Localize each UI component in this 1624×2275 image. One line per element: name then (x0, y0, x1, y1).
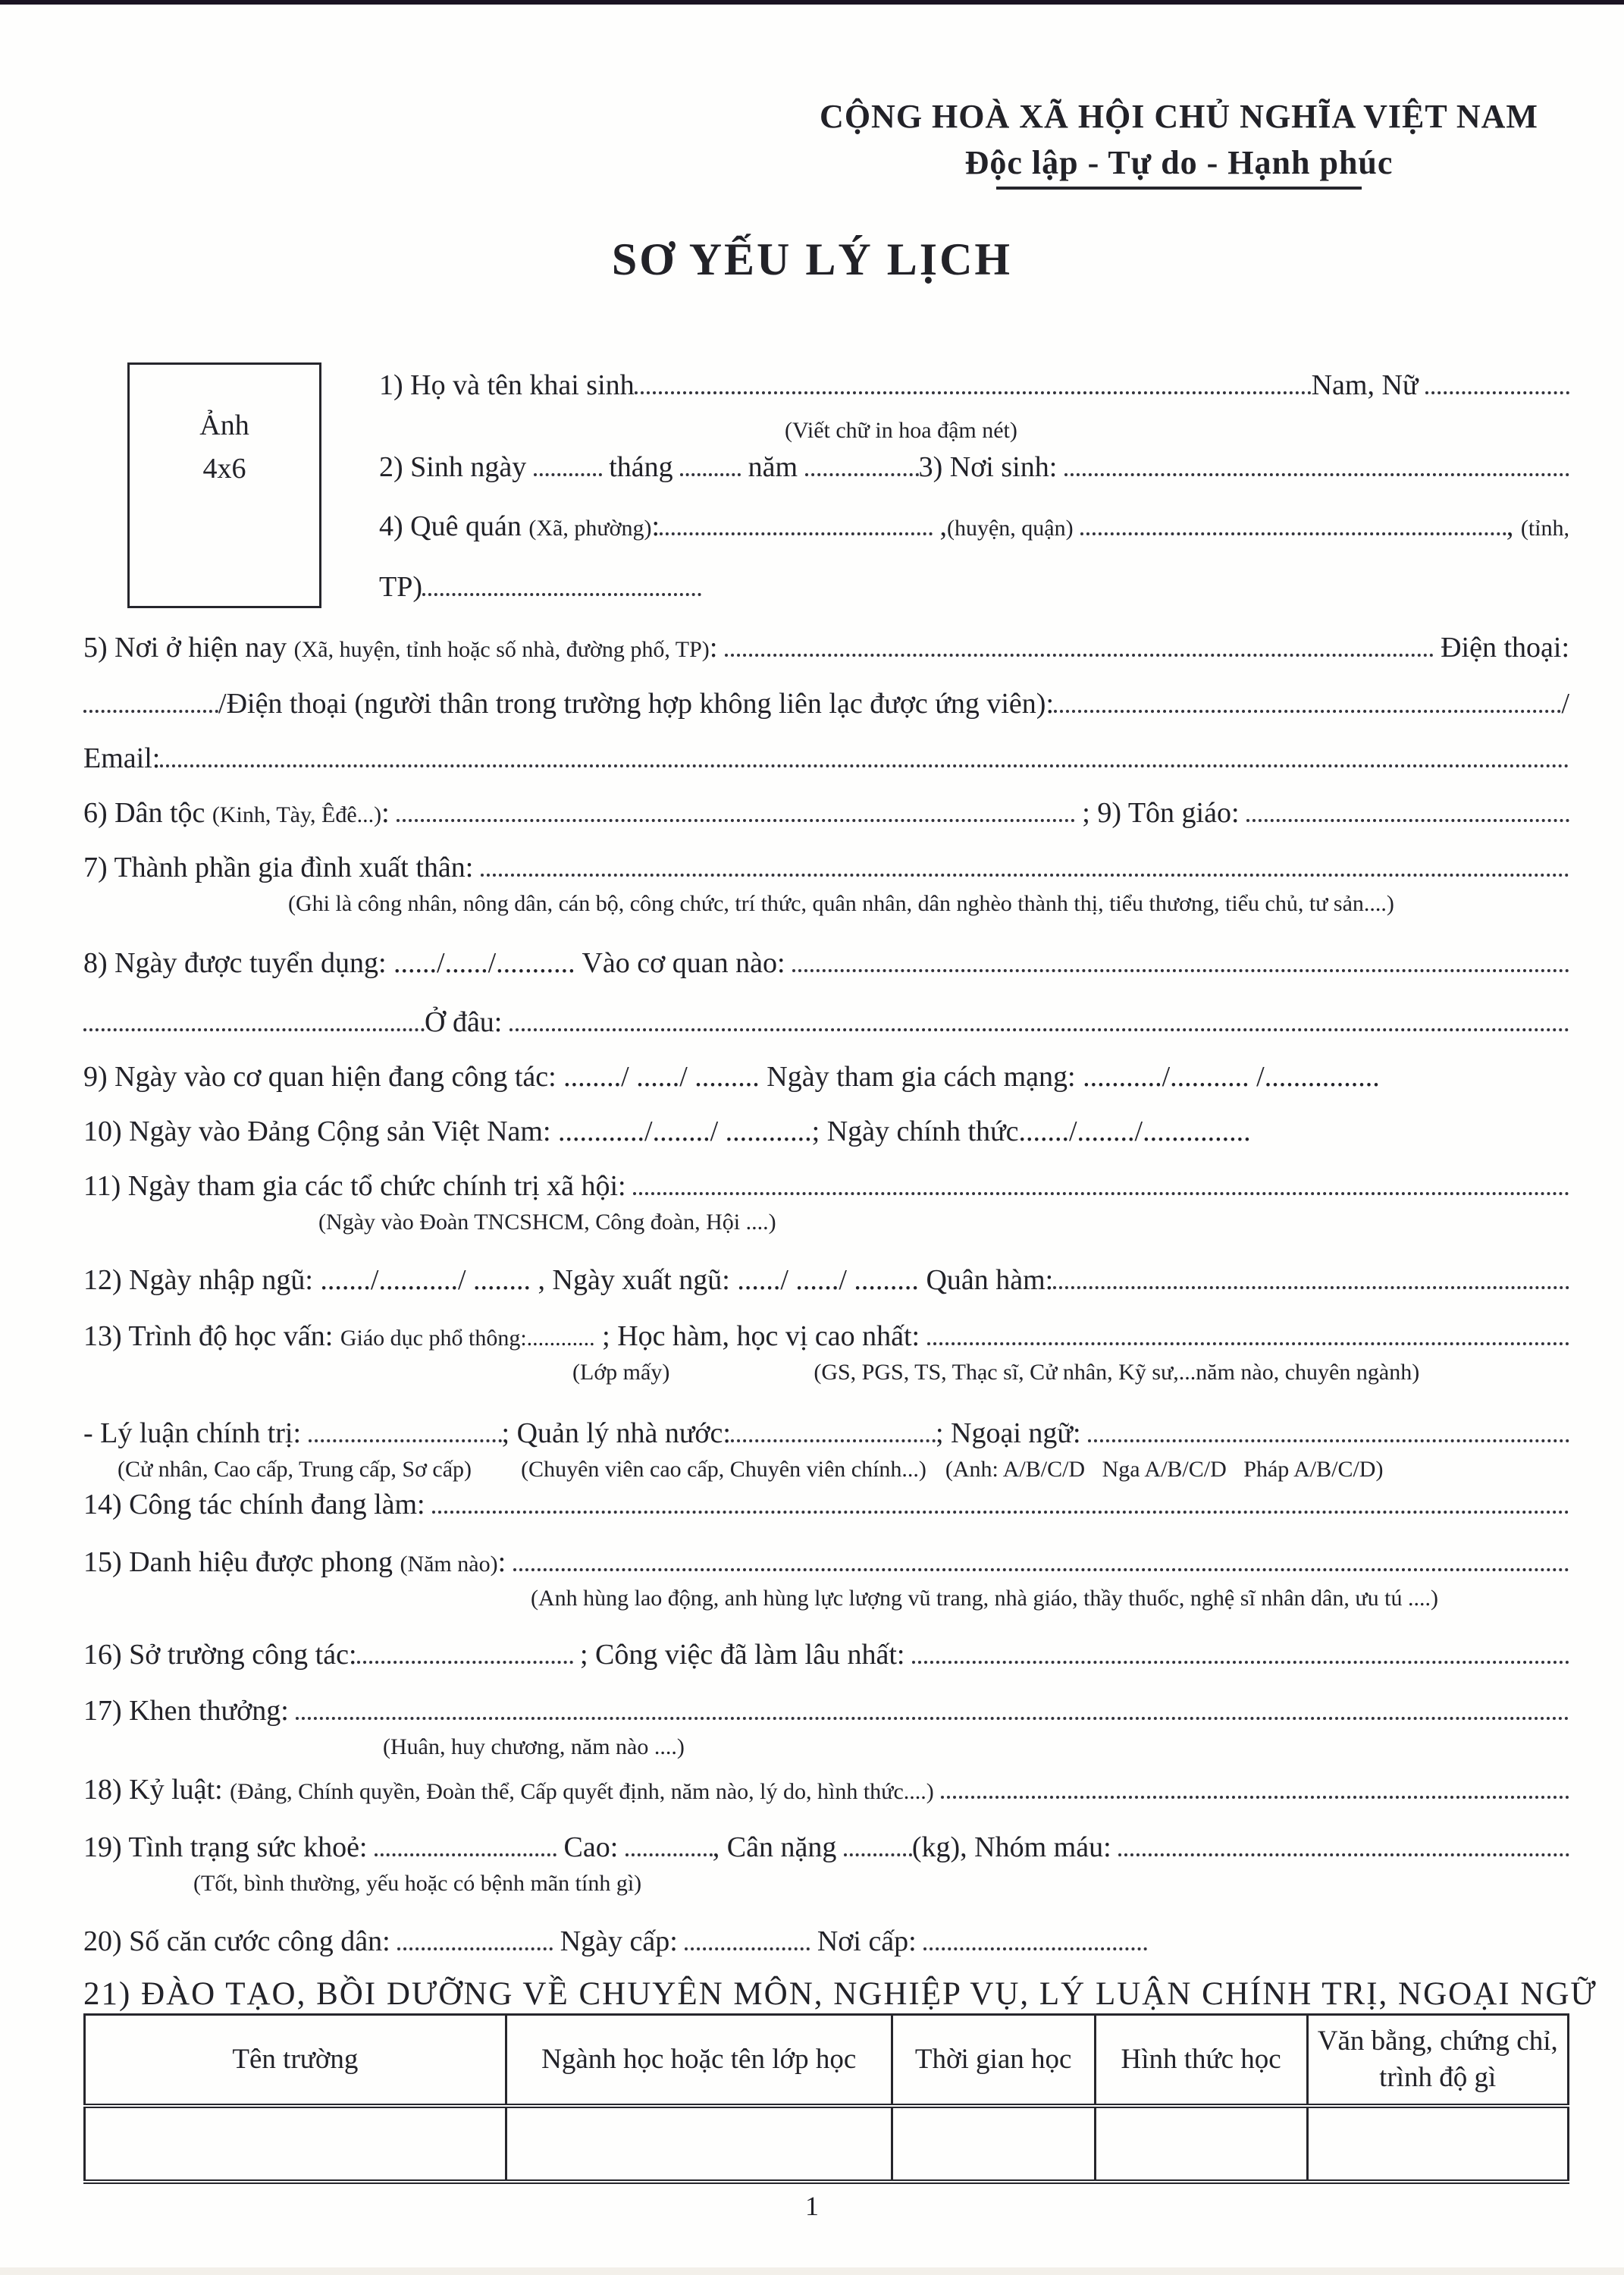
form-label: Giáo dục phổ thông:............ (340, 1326, 595, 1351)
field-19-note (193, 1870, 641, 1897)
form-label: , (1506, 510, 1521, 542)
form-label: (Lớp mấy) (572, 1360, 670, 1385)
form-label: ......./.........../ ........ (320, 1264, 531, 1296)
form-label: , Ngày xuất ngũ: (531, 1264, 738, 1296)
field-10 (83, 1115, 1251, 1150)
form-label: 2) Sinh ngày (379, 451, 534, 483)
form-label: Nơi cấp: (810, 1925, 924, 1957)
form-label: (huyện, quận) (947, 516, 1074, 541)
form-label: (Đảng, Chính quyền, Đoàn thể, Cấp quyết định, năm nào, lý do, hình thức....) (230, 1779, 934, 1804)
form-label: Điện thoại: (1433, 632, 1569, 664)
col-header-major-or-class: Ngành học hoặc tên lớp học (506, 2015, 892, 2107)
form-label: 21) ĐÀO TẠO, BỒI DƯỠNG VỀ CHUYÊN MÔN, NGHIỆP VỤ, LÝ LUẬN CHÍNH TRỊ, NGOẠI NGỮ (83, 1976, 1597, 2012)
education-table (83, 2013, 1569, 2184)
form-label: 17) Khen thưởng: (83, 1695, 296, 1727)
form-label: Email: (83, 742, 161, 774)
field-5b (83, 687, 1569, 722)
dotted-leader (422, 591, 701, 596)
field-4 (379, 510, 1569, 544)
field-7-note (288, 890, 1394, 918)
field-11 (83, 1169, 1569, 1204)
photo-placeholder-box (127, 362, 321, 608)
form-label: (Cử nhân, Cao cấp, Trung cấp, Sơ cấp) (118, 1457, 472, 1482)
dotted-leader (432, 1508, 1569, 1514)
field-1-note (785, 417, 1017, 444)
field-6 (83, 796, 1569, 831)
field-13-note (572, 1359, 1419, 1386)
dotted-leader (513, 1566, 1569, 1571)
col-header-study-form: Hình thức học (1095, 2015, 1307, 2107)
form-label: 1) Họ và tên khai sinh (379, 369, 635, 401)
form-label: 15) Danh hiệu được phong (83, 1546, 400, 1578)
form-label: (Anh hùng lao động, anh hùng lực lượng vũ trang, nhà giáo, thầy thuốc, nghệ sĩ nhân dân, ưu tú ....) (531, 1586, 1438, 1611)
national-motto-line1: CỘNG HOÀ XÃ HỘI CHỦ NGHĨA VIỆT NAM (820, 98, 1538, 135)
form-label: 18) Kỷ luật: (83, 1774, 230, 1806)
form-label (1074, 510, 1081, 544)
dotted-leader (635, 389, 1312, 394)
form-label: (Anh: A/B/C/D Nga A/B/C/D Pháp A/B/C/D) (945, 1457, 1384, 1482)
form-label: .........../........... /................ (1083, 1061, 1380, 1093)
form-label: ....../....../........... (393, 947, 575, 979)
form-label: (Năm nào) (400, 1552, 498, 1577)
field-11-note (318, 1209, 776, 1236)
empty-cell (1307, 2106, 1568, 2182)
field-14 (83, 1488, 1569, 1523)
field-8 (83, 946, 1569, 981)
form-label: ; 9) Tôn giáo: (1074, 797, 1247, 829)
field-15 (83, 1545, 1569, 1580)
form-label: , Cân nặng (712, 1831, 844, 1863)
form-label: 8) Ngày được tuyển dụng: (83, 947, 394, 979)
form-label: 13) Trình độ học vấn: (83, 1320, 340, 1352)
field-19 (83, 1831, 1569, 1866)
dotted-leader (685, 1945, 810, 1950)
dotted-leader (309, 1437, 502, 1442)
scan-edge-artifact-bottom (0, 2267, 1624, 2275)
form-label: ....../ ....../ ......... (737, 1264, 919, 1296)
form-label: 7) Thành phần gia đình xuất thân: (83, 852, 481, 883)
form-label: / (218, 688, 227, 720)
dotted-leader (680, 471, 741, 476)
dotted-leader (1425, 389, 1569, 394)
dotted-leader (83, 1026, 425, 1031)
field-12 (83, 1263, 1569, 1298)
national-motto-line2: Độc lập - Tự do - Hạnh phúc (964, 144, 1394, 181)
form-label: (Tốt, bình thường, yếu hoặc có bệnh mãn tính gì) (193, 1871, 642, 1896)
page-number: 1 (805, 2191, 819, 2221)
field-15-note (531, 1585, 1438, 1612)
form-label: 9) Ngày vào cơ quan hiện đang công tác: (83, 1061, 564, 1093)
form-label: : (381, 797, 397, 829)
dotted-leader (1118, 1851, 1569, 1856)
form-label: Ở đâu: (425, 1006, 509, 1038)
form-label: (Xã, phường) (528, 516, 652, 541)
col-header-study-period: Thời gian học (892, 2015, 1095, 2107)
form-label: 12) Ngày nhập ngũ: (83, 1264, 321, 1296)
dotted-leader (1064, 471, 1569, 476)
form-label: 10) Ngày vào Đảng Cộng sản Việt Nam: (83, 1116, 559, 1147)
dotted-leader (481, 871, 1569, 877)
dotted-leader (633, 1190, 1569, 1195)
form-label: 19) Tình trạng sức khoẻ: (83, 1831, 375, 1863)
form-label: 16) Sở trường công tác: (83, 1639, 357, 1671)
dotted-leader (1054, 708, 1561, 713)
field-email (83, 742, 1569, 777)
dotted-leader (83, 708, 218, 713)
form-label: tháng (601, 451, 681, 483)
dotted-leader (660, 530, 933, 535)
dotted-leader (160, 762, 1569, 767)
page-title: SƠ YẾU LÝ LỊCH (611, 234, 1013, 284)
dotted-leader (296, 1715, 1569, 1720)
form-label: (Huân, huy chương, năm nào ....) (383, 1734, 685, 1759)
form-label: (tỉnh, (1520, 516, 1569, 541)
motto-underline (996, 187, 1362, 190)
form-label: Cao: (556, 1831, 625, 1863)
dotted-leader (1080, 530, 1506, 535)
form-label: : (651, 510, 660, 542)
field-13b-note (118, 1456, 1383, 1483)
form-label: (Viết chữ in hoa đậm nét) (785, 418, 1017, 443)
form-label: (Kinh, Tày, Êđê...) (212, 802, 382, 827)
dotted-leader (1053, 1284, 1569, 1289)
form-label: TP) (379, 571, 422, 603)
form-label: ; Ngày chính thức (811, 1116, 1019, 1147)
dotted-leader (397, 1945, 553, 1950)
dotted-leader (725, 651, 1434, 657)
dotted-leader (844, 1851, 912, 1856)
scan-edge-artifact-top (0, 0, 1624, 5)
field-20 (83, 1925, 1147, 1960)
field-2 (379, 450, 1569, 485)
empty-cell (1095, 2106, 1307, 2182)
col-header-school-name: Tên trường (85, 2015, 506, 2107)
dotted-leader (1088, 1437, 1569, 1442)
form-label: (GS, PGS, TS, Thạc sĩ, Cử nhân, Kỹ sư,...năm nào, chuyên ngành) (814, 1360, 1420, 1385)
empty-cell (506, 2106, 892, 2182)
field-18 (83, 1773, 1569, 1808)
form-label: ; Quản lý nhà nước: (501, 1417, 731, 1449)
form-label: 6) Dân tộc (83, 797, 212, 829)
form-label: - Lý luận chính trị: (83, 1417, 309, 1449)
field-1 (379, 369, 1569, 403)
form-label: : (497, 1546, 513, 1578)
form-label (934, 1773, 942, 1808)
field-5 (83, 631, 1569, 666)
form-label: (Ngày vào Đoàn TNCSHCM, Công đoàn, Hội ....) (318, 1210, 776, 1235)
form-label: ; Học hàm, học vị cao nhất: (594, 1320, 927, 1352)
dotted-leader (625, 1851, 713, 1856)
field-21-heading (83, 1975, 1597, 2014)
form-label: (kg), Nhóm máu: (911, 1831, 1119, 1863)
field-17-note (383, 1734, 685, 1761)
dotted-leader (397, 817, 1075, 822)
dotted-leader (912, 1658, 1569, 1664)
dotted-leader (941, 1793, 1569, 1799)
field-13 (83, 1320, 1569, 1354)
dotted-leader (509, 1026, 1569, 1031)
form-label: ; Ngoại ngữ: (935, 1417, 1089, 1449)
form-label: Ngày cấp: (553, 1925, 685, 1957)
empty-cell (85, 2106, 506, 2182)
form-label: (Chuyên viên cao cấp, Chuyên viên chính...) (521, 1457, 926, 1482)
education-table-header-row (85, 2015, 1569, 2107)
dotted-leader (534, 471, 602, 476)
form-label: 20) Số căn cước công dân: (83, 1925, 398, 1957)
form-label: Vào cơ quan nào: (575, 947, 793, 979)
form-label: Quân hàm: (918, 1264, 1054, 1296)
dotted-leader (731, 1437, 936, 1442)
dotted-leader (357, 1658, 573, 1664)
field-8b (83, 1006, 1569, 1040)
dotted-leader (1246, 817, 1569, 822)
dotted-leader (923, 1945, 1147, 1950)
dotted-leader (805, 471, 919, 476)
form-label: ; Công việc đã làm lâu nhất: (572, 1639, 912, 1671)
photo-box-label: Ảnh (199, 410, 249, 441)
form-label: ............/......../ ............ (558, 1116, 812, 1147)
field-4b (379, 570, 701, 605)
form-label: : (709, 632, 725, 664)
photo-box-size: 4x6 (202, 453, 246, 485)
form-label: 11) Ngày tham gia các tổ chức chính trị xã hội: (83, 1170, 634, 1202)
form-label: , (933, 510, 947, 542)
form-label: năm (741, 451, 805, 483)
form-label: 3) Nơi sinh: (918, 451, 1064, 483)
form-label: ......./......../............... (1018, 1116, 1251, 1147)
national-header (815, 97, 1543, 190)
form-label: 5) Nơi ở hiện nay (83, 632, 294, 664)
empty-cell (892, 2106, 1095, 2182)
form-label: Điện thoại (người thân trong trường hợp không liên lạc được ứng viên): (226, 688, 1055, 720)
field-7 (83, 851, 1569, 886)
form-label: 14) Công tác chính đang làm: (83, 1489, 433, 1520)
field-9 (83, 1060, 1380, 1095)
field-13b (83, 1417, 1569, 1451)
col-header-degree-certificate: Văn bằng, chứng chỉ, trình độ gì (1307, 2015, 1568, 2107)
education-table-empty-row (85, 2106, 1569, 2182)
form-label: (Ghi là công nhân, nông dân, cán bộ, công chức, trí thức, quân nhân, dân nghèo thành thị, tiểu thương, tiểu chủ, tư sản....) (288, 891, 1394, 916)
dotted-leader (792, 967, 1569, 972)
form-label: Ngày tham gia cách mạng: (759, 1061, 1083, 1093)
field-16 (83, 1638, 1569, 1673)
form-label: ......../ ....../ ......... (563, 1061, 760, 1093)
dotted-leader (927, 1340, 1569, 1345)
form-label: Nam, Nữ (1311, 369, 1425, 401)
form-label: (Xã, huyện, tỉnh hoặc số nhà, đường phố, TP) (293, 637, 710, 662)
form-label: 4) Quê quán (379, 510, 529, 542)
dotted-leader (375, 1851, 556, 1856)
form-label: / (1561, 688, 1569, 720)
field-17 (83, 1694, 1569, 1729)
